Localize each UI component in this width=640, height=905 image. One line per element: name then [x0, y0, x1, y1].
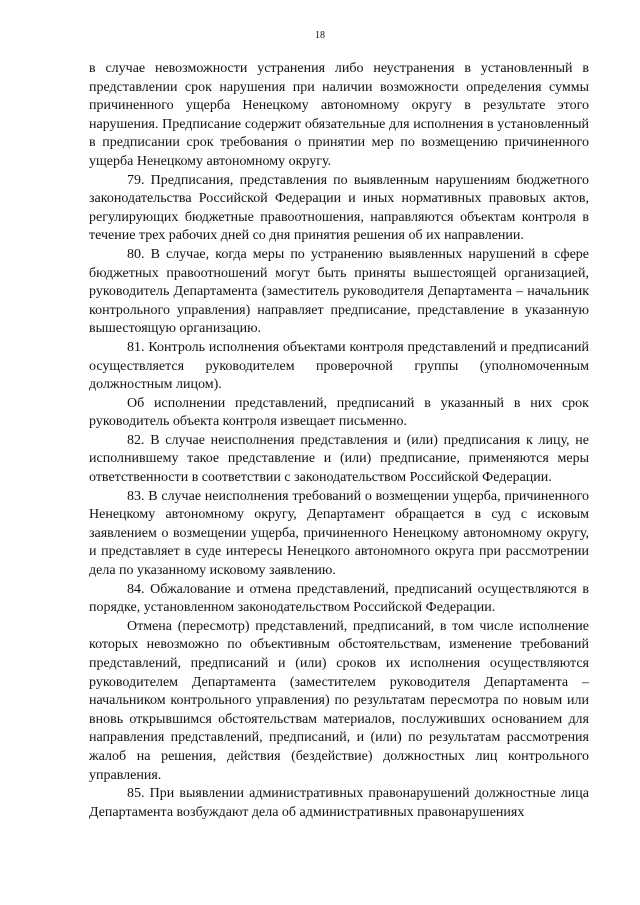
paragraph-83: 83. В случае неисполнения требований о возмещении ущерба, причиненного Ненецкому автономному округу, Департамент обращается в суд с исковым заявлением о возмещении ущерба, причиненного Ненецкому автономному округу, и представляет в суде интересы Ненецкого автономного округа при рассмотрении дела по указанному исковому заявлению.: [89, 488, 589, 579]
paragraph-81: 81. Контроль исполнения объектами контроля представлений и предписаний осуществляется руководителем проверочной группы (уполномоченным должностным лицом).: [89, 339, 589, 393]
paragraph-82: 82. В случае неисполнения представления и (или) предписания к лицу, не исполнившему такое представление и (или) предписание, применяются меры ответственности в соответствии с законодательством Российской Федерации.: [89, 432, 589, 486]
paragraph-81-continuation: Об исполнении представлений, предписаний в указанный в них срок руководитель объекта контроля извещает письменно.: [89, 395, 589, 430]
paragraph-80: 80. В случае, когда меры по устранению выявленных нарушений в сфере бюджетных правоотношений могут быть приняты вышестоящей организацией, руководитель Департамента (заместитель руководителя Департамента – начальник контрольного управления) направляет предписание, представление в указанную вышестоящую организацию.: [89, 246, 589, 337]
paragraph-79: 79. Предписания, представления по выявленным нарушениям бюджетного законодательства Российской Федерации и иных нормативных правовых актов, регулирующих бюджетные правоотношения, направляются объектам контроля в течение трех рабочих дней со дня принятия решения об их направлении.: [89, 172, 589, 244]
paragraph-84-continuation: Отмена (пересмотр) представлений, предписаний, в том числе исполнение которых невозможно по объективным обстоятельствам, изменение требований представлений, предписаний и (или) сроков их исполнения осуществляются руководителем Департамента (заместителем руководителя Департамента – начальником контрольного управления) по результатам пересмотра по новым или вновь открывшимся обстоятельствам материалов, послуживших основанием для направления представлений, предписаний, и (или) по результатам рассмотрения жалоб на решения, действия (бездействие) должностных лиц контрольного управления.: [89, 618, 589, 783]
paragraph: в случае невозможности устранения либо неустранения в установленный в представлении срок нарушения при наличии возможности определения суммы причиненного ущерба Ненецкому автономному округу в результате этого нарушения. Предписание содержит обязательные для исполнения в установленный в предписании срок требования о принятии мер по возмещению причиненного ущерба Ненецкому автономному округу.: [89, 61, 589, 169]
page-number: 18: [315, 30, 325, 41]
paragraph-84: 84. Обжалование и отмена представлений, предписаний осуществляются в порядке, установленном законодательством Российской Федерации.: [89, 581, 589, 616]
paragraph-85: 85. При выявлении административных правонарушений должностные лица Департамента возбуждают дела об административных правонарушениях: [89, 786, 589, 820]
document-body: [89, 60, 589, 822]
